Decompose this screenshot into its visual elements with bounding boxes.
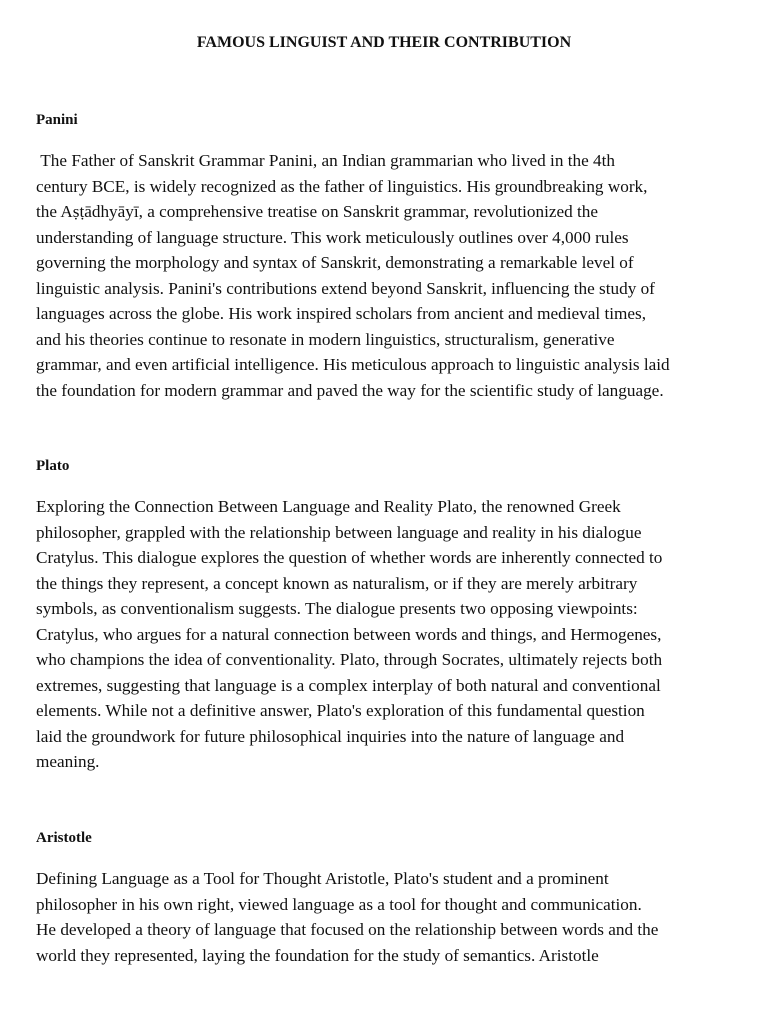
section-heading-panini: Panini [36,112,78,128]
section-heading-plato: Plato [36,458,70,474]
section-body-plato: Exploring the Connection Between Language and Reality Plato, the renowned Greek philosopher, grappled with the relationship between language and reality in his dialogue Cratylus. This dialogue explores the question of whether words are inherently connected to the things they represent, a concept known as naturalism, or if they are merely arbitrary symbols, as conventionalism suggests. The dialogue presents two opposing viewpoints: Cratylus, who argues for a natural connection between words and things, and Hermogenes, who champions the idea of conventionality. Plato, through Socrates, ultimately rejects both extremes, suggesting that language is a complex interplay of both natural and conventional elements. While not a definitive answer, Plato's exploration of this fundamental question laid the groundwork for future philosophical inquiries into the nature of language and meaning. [36,497,663,771]
page-title: FAMOUS LINGUIST AND THEIR CONTRIBUTION [196,34,572,51]
section-body-aristotle: Defining Language as a Tool for Thought Aristotle, Plato's student and a prominent philosopher in his own right, viewed language as a tool for thought and communication. He developed a theory of language that focused on the relationship between words and the world they represented, laying the foundation for the study of semantics. Aristotle [36,869,659,965]
section-heading-aristotle: Aristotle [36,830,92,846]
section-body-panini: The Father of Sanskrit Grammar Panini, an Indian grammarian who lived in the 4th century BCE, is widely recognized as the father of linguistics. His groundbreaking work, the Aṣṭādhyāyī, a comprehensive treatise on Sanskrit grammar, revolutionized the understanding of language structure. This work meticulously outlines over 4,000 rules governing the morphology and syntax of Sanskrit, demonstrating a remarkable level of linguistic analysis. Panini's contributions extend beyond Sanskrit, influencing the study of languages across the globe. His work inspired scholars from ancient and medieval times, and his theories continue to resonate in modern linguistics, structuralism, generative grammar, and even artificial intelligence. His meticulous approach to linguistic analysis laid the foundation for modern grammar and paved the way for the scientific study of language. [36,151,670,400]
